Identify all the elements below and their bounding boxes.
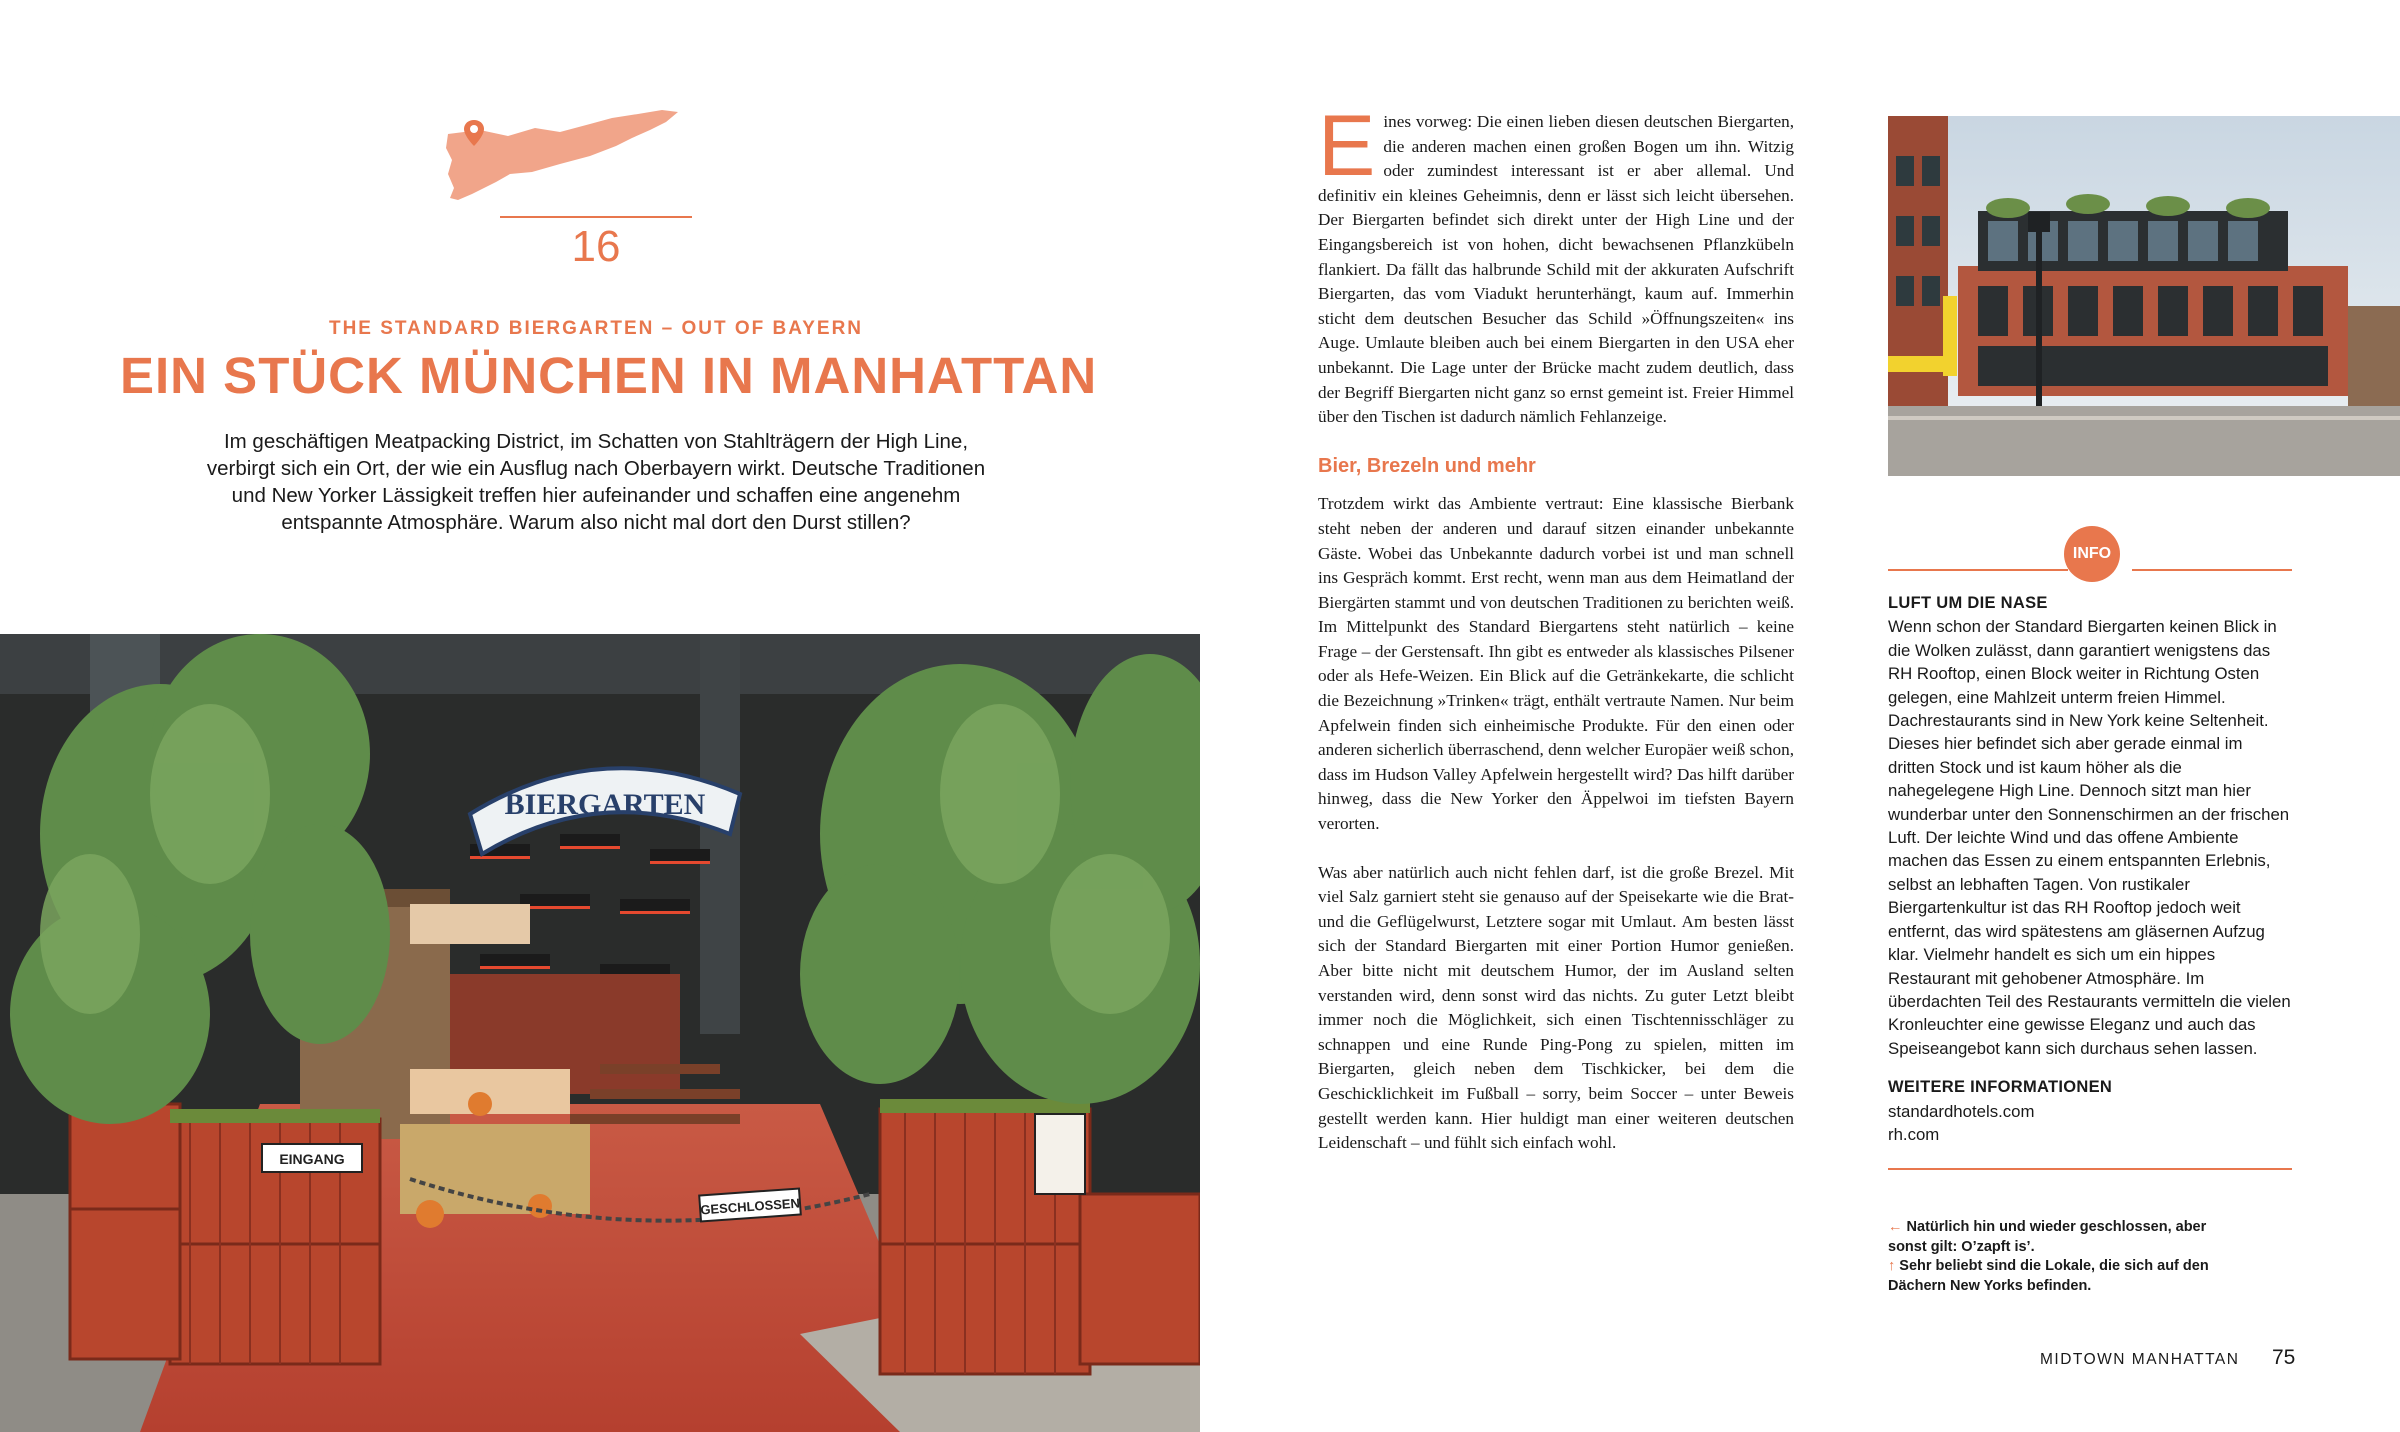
caption-2	[1888, 1257, 2228, 1296]
link-rh[interactable]: rh.com	[1888, 1124, 1940, 1144]
section-heading: Bier, Brezeln und mehr	[1318, 454, 1536, 477]
caption-1	[1888, 1218, 2228, 1257]
caption-1-text: Natürlich hin und wieder geschlossen, aber sonst gilt: O’zapft is’.	[1888, 1219, 2207, 1255]
info-badge: INFO	[2064, 526, 2120, 582]
chapter-rule	[500, 216, 692, 218]
chapter-number: 16	[571, 222, 621, 271]
info-box	[1888, 592, 2292, 1146]
closed-sign-text: GESCHLOSSEN	[699, 1195, 801, 1218]
drop-cap: E	[1318, 98, 1376, 194]
arrow-left-icon: ←	[1888, 1219, 1903, 1235]
paragraph-1	[1318, 98, 1794, 430]
page-number: 75	[2272, 1346, 2296, 1369]
info-text: Wenn schon der Standard Biergarten keinen Blick in die Wolken zulässt, dann garantiert wenigstens das RH Rooftop, einen Block weiter in Richtung Osten gelegen, eine Mahlzeit unterm freien Himmel. Dachrestaurants sind in New York keine Seltenheit. Dieses hier befindet sich aber gerade einmal im dritten Stock und ist kaum höher als die nahegelegene High Line. Dennoch sitzt man hier wunderbar unter den Sonnenschirmen an der frischen Luft. Der leichte Wind und das offene Ambiente machen das Essen zu einem entspannten Erlebnis, selbst an lebhaften Tagen. Von rustikaler Biergartenkultur ist das RH Rooftop jedoch weit entfernt, das wird spätestens am gläsernen Aufzug klar. Vielmehr handelt es sich um ein hippes Restaurant mit gehobener Atmosphäre. Im überdachten Teil des Restaurants vermitteln die vielen Kronleuchter eine gewisse Eleganz und auch das Speiseangebot kann sich durchaus sehen lassen.	[1888, 617, 2291, 1058]
arrow-up-icon: ↑	[1888, 1258, 1896, 1274]
link-standardhotels[interactable]: standardhotels.com	[1888, 1101, 2035, 1121]
entrance-sign-text: EINGANG	[279, 1151, 345, 1167]
chapter-kicker: THE STANDARD BIERGARTEN – OUT OF BAYERN	[328, 318, 864, 339]
caption-2-text: Sehr beliebt sind die Lokale, die sich auf den Dächern New Yorks befinden.	[1888, 1258, 2209, 1294]
info-rule-left	[1888, 569, 2068, 571]
more-info-heading: WEITERE INFORMATIONEN	[1888, 1078, 2113, 1097]
info-rule-bottom	[1888, 1168, 2292, 1170]
rooftop-building-photo	[1888, 116, 2400, 476]
article-body	[1318, 98, 1794, 1180]
long-island-map-icon	[440, 108, 740, 208]
paragraph-1-text: ines vorweg: Die einen lieben diesen deutschen Biergarten, die anderen machen einen großen Bogen um ihn. Witzig oder zumindest interessant ist er aber allemal. Und definitiv ein kleines Geheimnis, denn er lässt sich leicht übersehen. Der Biergarten befindet sich direkt unter der High Line und der Eingangsbereich ist von hohen, dicht bewachsenen Pflanzkübeln flankiert. Da fällt das halbrunde Schild mit der akkuraten Aufschrift Biergarten, das vom Viadukt herunterhängt, kaum auf. Immerhin sticht dem deutschen Besucher das Schild »Öffnungszeiten« ins Auge. Umlaute bleiben auch bei einem Biergarten in den USA eher unbekannt. Die Lage unter der Brücke macht zudem deutlich, dass der Begriff Biergarten nicht ganz so ernst gemeint ist. Freier Himmel über den Tischen ist dadurch nämlich Fehlanzeige.	[1318, 112, 1794, 427]
info-heading: LUFT UM DIE NASE	[1888, 594, 2048, 612]
page-title: EIN STÜCK MÜNCHEN IN MANHATTAN	[120, 347, 1098, 404]
paragraph-3: Was aber natürlich auch nicht fehlen darf, ist die große Brezel. Mit viel Salz garniert steht sie genauso auf der Speisekarte wie die Brat- und die Geflügelwurst, Letztere sogar mit Umlaut. Am besten lässt sich der Standard Biergarten mit einer Portion Humor genießen. Aber bitte nicht mit deutschem Humor, der im Ausland selten verstanden wird, denn sonst wird das nichts. Zu guter Letzt bleibt immer noch die Möglichkeit, sich einen Tischtennisschläger zu schnappen und eine Runde Ping-Pong zu spielen, mitten im Biergarten, gleich neben dem Tischkicker, bei dem die Geschicklichkeit im Fußball – sorry, beim Soccer – unter Beweis gestellt werden kann. Hier huldigt man einer weiteren deutschen Leidenschaft – und fühlt sich einfach wohl.	[1318, 862, 1794, 1153]
intro-paragraph: Im geschäftigen Meatpacking District, im Schatten von Stahlträgern der High Line, verbirgt sich ein Ort, der wie ein Ausflug nach Oberbayern wirkt. Deutsche Traditionen und New Yorker Lässigkeit treffen hier aufeinander und schaffen eine angenehm entspannte Atmosphäre. Warum also nicht mal dort den Durst stillen?	[206, 430, 986, 534]
info-rule-right	[2132, 569, 2292, 571]
running-head: MIDTOWN MANHATTAN	[2040, 1351, 2240, 1368]
beer-garden-photo	[0, 634, 1200, 1432]
paragraph-2: Trotzdem wirkt das Ambiente vertraut: Eine klassische Bierbank steht neben der anderen und darauf sitzen einander unbekannte Gäste. Wobei das Unbekannte dadurch vorbei ist und man schnell ins Gespräch kommt. Erst recht, wenn man aus dem Heimatland der Biergärten stammt und von deutschen Traditionen zu berichten weiß. Im Mittelpunkt des Standard Biergartens steht natürlich – keine Frage – der Gerstensaft. Ihn gibt es entweder als klassisches Pilsener oder als Hefe-Weizen. Ein Blick auf die Getränkekarte, die schlicht die Bezeichnung »Trinken« trägt, enthält vertraute Namen. Nur beim Apfelwein finden sich einheimische Produkte. Für den einen oder anderen sicherlich überraschend, denn welcher Europäer weiß schon, dass im Hudson Valley Apfelwein hergestellt wird? Das hilft darüber hinweg, dass die New Yorker den Äppelwoi im tiefsten Bayern verorten.	[1318, 494, 1794, 834]
arch-sign-text: BIERGARTEN	[504, 788, 706, 821]
photo-captions	[1888, 1218, 2228, 1296]
